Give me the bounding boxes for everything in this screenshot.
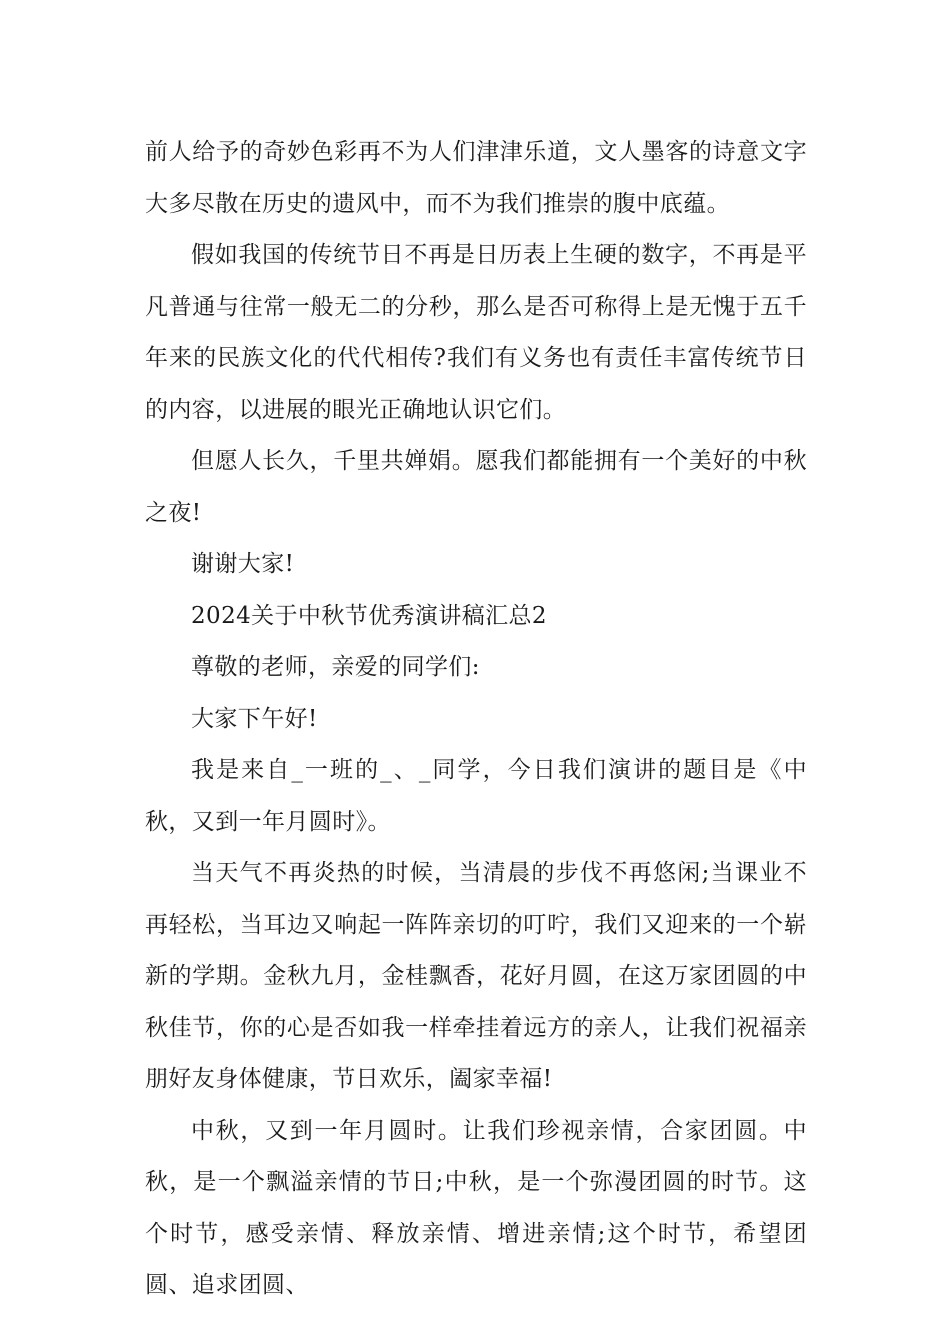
section-heading: 2024关于中秋节优秀演讲稿汇总2 bbox=[191, 602, 547, 629]
document-body bbox=[145, 127, 807, 1312]
paragraph-1: 前人给予的奇妙色彩再不为人们津津乐道，文人墨客的诗意文字大多尽散在历史的遗风中，而不为我们推崇的腹中底蕴。 bbox=[145, 139, 807, 217]
paragraph-4: 谢谢大家! bbox=[191, 551, 295, 577]
paragraph-9: 当天气不再炎热的时候，当清晨的步伐不再悠闲;当课业不再轻松，当耳边又响起一阵阵亲切的叮咛，我们又迎来的一个崭新的学期。金秋九月，金桂飘香，花好月圆，在这万家团圆的中秋佳节，你的心是否如我一样牵挂着远方的亲人，让我们祝福亲朋好友身体健康，节日欢乐，阖家幸福! bbox=[145, 860, 807, 1092]
paragraph-10: 中秋，又到一年月圆时。让我们珍视亲情，合家团圆。中秋，是一个飘溢亲情的节日;中秋，是一个弥漫团圆的时节。这个时节，感受亲情、释放亲情、增进亲情;这个时节，希望团圆、追求团圆、 bbox=[145, 1117, 807, 1298]
paragraph-2: 假如我国的传统节日不再是日历表上生硬的数字，不再是平凡普通与往常一般无二的分秒，那么是否可称得上是无愧于五千年来的民族文化的代代相传?我们有义务也有责任丰富传统节日的内容，以进展的眼光正确地认识它们。 bbox=[145, 242, 807, 423]
paragraph-3: 但愿人长久，千里共婵娟。愿我们都能拥有一个美好的中秋之夜! bbox=[145, 448, 807, 526]
paragraph-8: 我是来自_一班的_、_同学，今日我们演讲的题目是《中秋，又到一年月圆时》。 bbox=[145, 757, 807, 835]
greeting: 大家下午好! bbox=[191, 705, 318, 732]
salutation: 尊敬的老师，亲爱的同学们: bbox=[191, 654, 480, 680]
